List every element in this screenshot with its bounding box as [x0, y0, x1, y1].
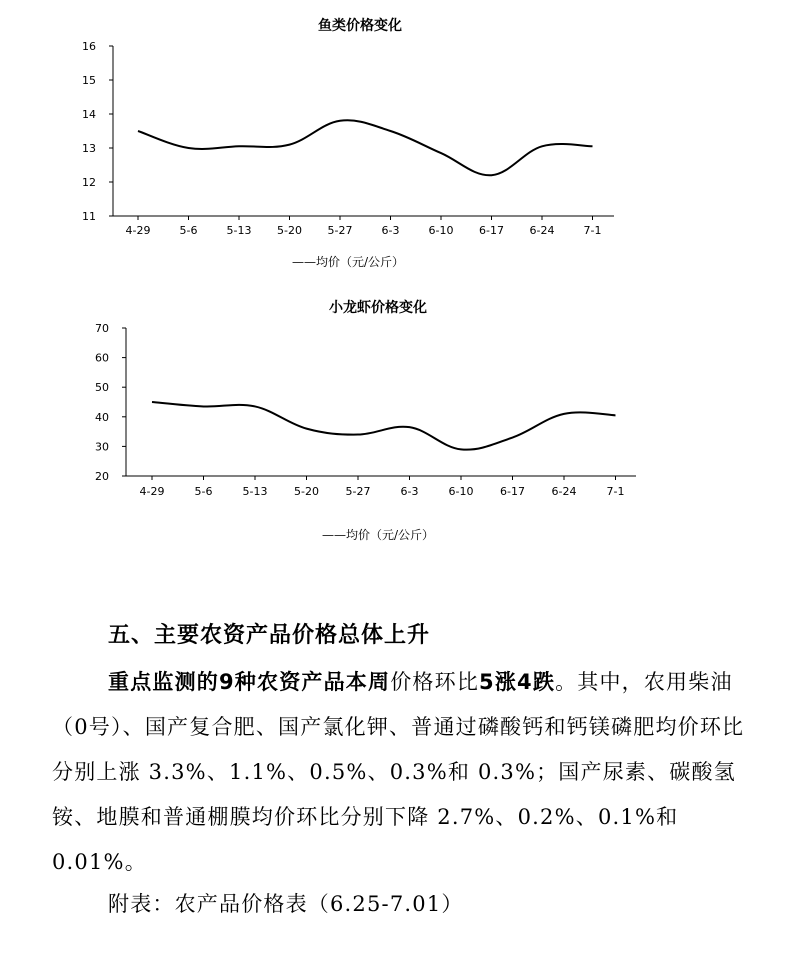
x-tick-label: 5-13 [242, 485, 268, 498]
y-tick-label: 14 [82, 108, 96, 121]
x-tick-label: 7-1 [606, 485, 625, 498]
x-tick-label: 6-10 [428, 224, 454, 237]
y-tick-label: 60 [95, 351, 109, 365]
crayfish-price-chart [0, 280, 798, 560]
y-tick-label: 16 [82, 40, 96, 53]
paragraph-text: 。其中，农用柴油（0号）、国产复合肥、国产氯化钾、普通过磷酸钙和钙镁磷肥均价环比分别上涨 3.3%、1.1%、0.5%、0.3%和 0.3%；国产尿素、碳酸氢铵、地膜和普通棚膜均价环比分别下降 2.7%、0.2%、0.1%和 0.01%。 [52, 670, 745, 874]
x-tick-label: 5-27 [345, 485, 371, 498]
chart-legend: ——均价（元/公斤） [321, 528, 435, 542]
paragraph-text: 价格环比 [390, 670, 480, 694]
y-tick-label: 13 [82, 142, 96, 155]
x-tick-label: 5-13 [226, 224, 252, 237]
x-tick-label: 4-29 [125, 224, 151, 237]
section-paragraph [52, 660, 752, 885]
x-tick-label: 6-24 [551, 485, 577, 498]
chart-title: 小龙虾价格变化 [329, 300, 427, 316]
y-tick-label: 12 [82, 176, 96, 189]
y-tick-label: 15 [82, 74, 96, 87]
x-tick-label: 6-17 [500, 485, 525, 498]
section-heading: 五、主要农资产品价格总体上升 [108, 623, 431, 648]
x-tick-label: 6-10 [448, 485, 474, 498]
series-line-avg-price [138, 120, 593, 175]
appendix-note: 附表：农产品价格表（6.25-7.01） [108, 892, 464, 916]
paragraph-lead: 重点监测的9种农资产品本周 [108, 670, 391, 694]
x-tick-label: 5-6 [194, 485, 213, 498]
y-tick-label: 70 [95, 322, 109, 335]
x-tick-label: 6-17 [479, 224, 504, 237]
x-tick-label: 6-24 [529, 224, 555, 237]
x-tick-label: 6-3 [400, 485, 419, 498]
x-tick-label: 4-29 [139, 485, 165, 498]
chart-legend: ——均价（元/公斤） [291, 255, 405, 269]
fish-price-chart [0, 0, 798, 280]
y-tick-label: 30 [95, 440, 109, 454]
crayfish-price-chart-svg [0, 280, 798, 560]
paragraph-highlight: 5涨4跌 [479, 670, 556, 694]
fish-price-chart-svg [0, 0, 798, 280]
x-tick-label: 5-27 [327, 224, 353, 237]
y-tick-label: 50 [95, 381, 109, 395]
series-line-avg-price [152, 402, 616, 450]
y-tick-label: 20 [95, 470, 109, 483]
x-tick-label: 5-20 [294, 485, 319, 498]
x-tick-label: 5-20 [277, 224, 302, 237]
chart-title: 鱼类价格变化 [318, 18, 402, 34]
x-tick-label: 6-3 [381, 224, 400, 237]
x-tick-label: 5-6 [179, 224, 198, 237]
y-tick-label: 11 [82, 210, 96, 223]
x-tick-label: 7-1 [583, 224, 602, 237]
y-tick-label: 40 [95, 410, 109, 424]
